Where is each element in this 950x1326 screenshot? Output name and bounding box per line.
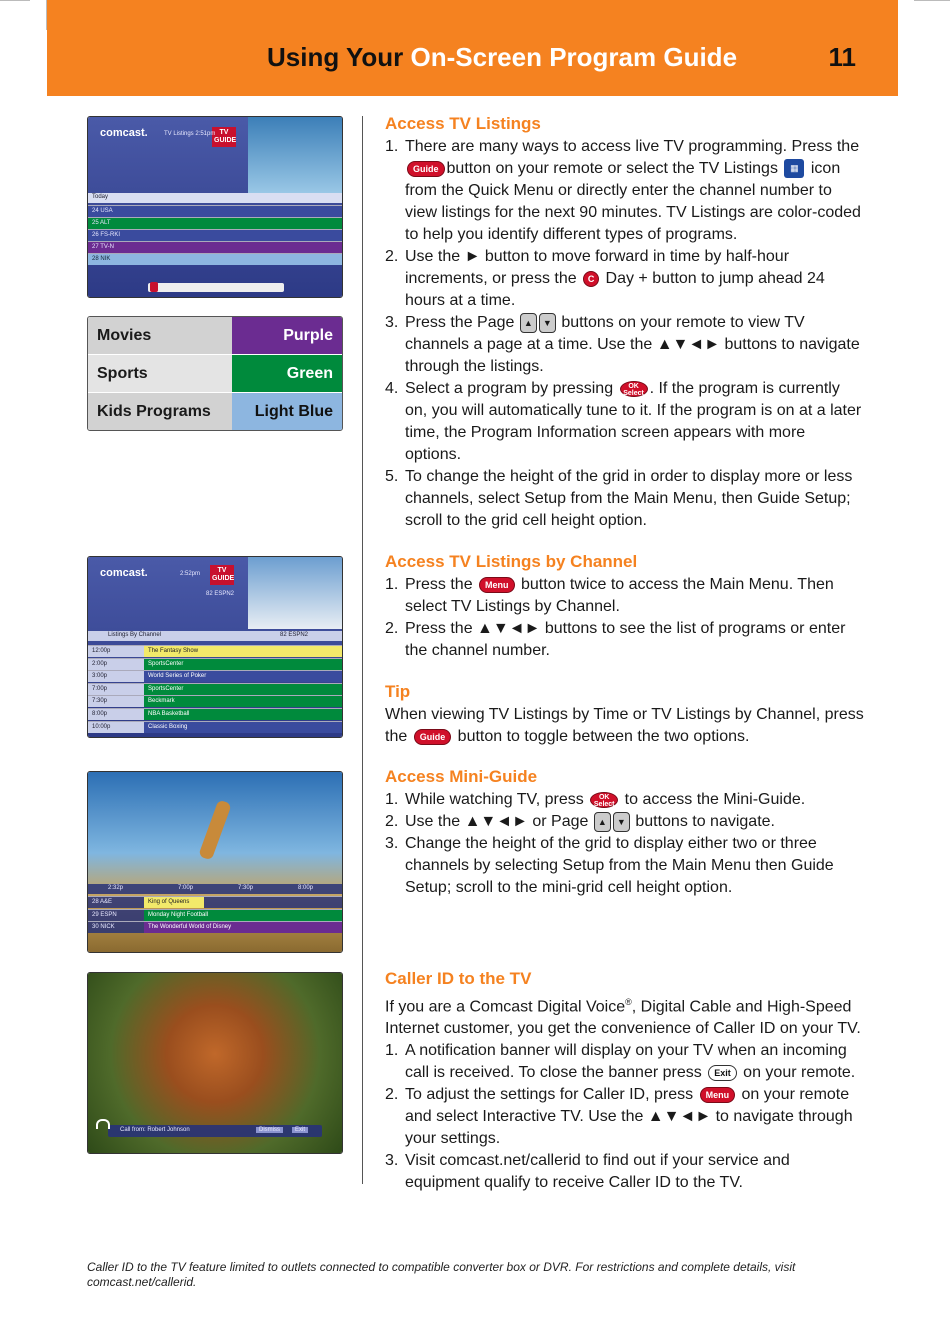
legend-row-sports bbox=[88, 355, 342, 392]
color-legend-table bbox=[87, 316, 343, 431]
channel-row bbox=[88, 645, 342, 657]
legend-row-kids bbox=[88, 393, 342, 430]
legend-label: Sports bbox=[88, 355, 232, 392]
row-time: 3:00p bbox=[92, 673, 108, 680]
caller-id-screenshot bbox=[87, 972, 343, 1154]
channel-number: 82 ESPN2 bbox=[206, 591, 235, 597]
legend-value: Light Blue bbox=[232, 393, 342, 430]
step-text: While watching TV, press bbox=[405, 791, 584, 808]
lock-icon bbox=[150, 282, 158, 292]
row-time: 8:00p bbox=[92, 711, 108, 717]
list-item: 2. Use the ► button to move forward in time by half-hour increments, or press the C Day + button to jump ahead 24 hours at a time. bbox=[385, 248, 825, 309]
row-program: The Fantasy Show bbox=[148, 648, 199, 654]
step-text: Press the Page bbox=[405, 314, 515, 331]
row-program-cell bbox=[144, 897, 204, 908]
list-item: 3. Press the Page ▲ ▼ buttons on your remote to view TV channels a page at a time. Use the ▲▼◄► buttons to navigate through the listings. bbox=[385, 314, 860, 375]
parental-banner bbox=[148, 283, 284, 292]
row-program-cell bbox=[144, 922, 342, 933]
page-title bbox=[267, 42, 737, 73]
giraffe-scene bbox=[88, 772, 342, 952]
column-divider bbox=[362, 116, 363, 1184]
channel-row bbox=[88, 708, 342, 720]
listings-row bbox=[88, 241, 342, 253]
crop-mark bbox=[914, 0, 950, 1]
row-time: 7:00p bbox=[92, 685, 108, 692]
ok-select-button-icon bbox=[590, 792, 618, 808]
row-program: NBA Basketball bbox=[148, 711, 190, 717]
channel-row bbox=[88, 721, 342, 733]
channel-label: 27 TV-N bbox=[92, 244, 114, 250]
ok-label: OK bbox=[628, 382, 639, 390]
exit-button-icon: Exit bbox=[708, 1065, 737, 1081]
row-program-cell bbox=[144, 910, 342, 921]
bar-channel: 82 ESPN2 bbox=[280, 632, 309, 638]
row-program: Classic Boxing bbox=[148, 723, 188, 730]
channel-label: 24 USA bbox=[92, 208, 113, 214]
section-title-mini-guide: Access Mini-Guide bbox=[385, 767, 538, 786]
channel-label: 28 NIK bbox=[92, 256, 111, 262]
fox-scene bbox=[88, 973, 342, 1153]
row-time: 10:00p bbox=[92, 723, 111, 730]
channel-row bbox=[88, 670, 342, 682]
phone-icon bbox=[96, 1119, 110, 1129]
list-item: 3. Change the height of the grid to display either two or three channels by selecting Setup from the Main Menu then Guide Setup; scroll to the mini-grid cell height option. bbox=[385, 835, 834, 896]
legend-label: Kids Programs bbox=[88, 393, 232, 430]
listings-row bbox=[88, 253, 342, 265]
mini-time: 2:32p bbox=[108, 885, 124, 891]
tv-guide-badge: TV GUIDE bbox=[212, 127, 236, 147]
mini-guide-body bbox=[385, 789, 865, 899]
listings-time: TV Listings 2:51pm bbox=[164, 131, 216, 137]
mini-guide-screenshot bbox=[87, 771, 343, 953]
exit-button: Exit bbox=[292, 1127, 308, 1133]
select-label: Select bbox=[593, 800, 615, 808]
list-item: 1. Press the Menu button twice to access the Main Menu. Then select TV Listings by Channel. bbox=[385, 576, 834, 615]
polar-bear-image bbox=[248, 557, 342, 629]
intro-text: If you are a Comcast Digital Voice bbox=[385, 998, 626, 1016]
row-channel: 30 NICK bbox=[92, 924, 115, 930]
ok-select-button-icon bbox=[620, 381, 648, 397]
page-up-icon: ▲ bbox=[520, 313, 537, 333]
legend-label: Movies bbox=[88, 317, 232, 354]
listings-row bbox=[88, 205, 342, 217]
row-program-cell bbox=[144, 709, 342, 720]
mini-guide-bar bbox=[88, 884, 342, 894]
channel-bar bbox=[88, 631, 342, 641]
section-title-by-channel: Access TV Listings by Channel bbox=[385, 552, 638, 571]
dolphin-image bbox=[248, 117, 342, 197]
row-program: World Series of Poker bbox=[148, 673, 207, 680]
channel-row bbox=[88, 695, 342, 707]
bar-label: Listings By Channel bbox=[108, 632, 162, 638]
step-text: Use the ► button to move forward in time by half-hour increments, or press the bbox=[405, 248, 790, 287]
caller-name: Call from: Robert Johnson bbox=[120, 1127, 190, 1133]
list-item: 1. There are many ways to access live TV programming. Press the Guide button on your remote or select the TV Listings ▦ icon from the Quick Menu or directly enter the channel number to view listings for the next 90 minutes. TV Listings are color-coded to help you identify different types of programs. bbox=[385, 138, 861, 243]
section-title-tip: Tip bbox=[385, 682, 411, 701]
dismiss-button: Dismiss bbox=[256, 1127, 283, 1133]
list-item: 1. While watching TV, press OK Select to access the Mini-Guide. bbox=[385, 791, 806, 808]
row-program: The Wonderful World of Disney bbox=[148, 924, 232, 930]
step-text: buttons to navigate. bbox=[635, 813, 775, 830]
step-text: To change the height of the grid in order to display more or less channels, select Setup from the Main Menu, then Guide Setup; scroll to the grid cell height option. bbox=[405, 468, 853, 529]
channel-time: 2:52pm bbox=[180, 571, 201, 577]
step-text: button twice to access the Main Menu. Then select TV Listings by Channel. bbox=[405, 576, 834, 615]
row-program: Monday Night Football bbox=[148, 911, 209, 918]
row-program-cell bbox=[144, 671, 342, 682]
row-time: 7:30p bbox=[92, 698, 108, 705]
tip-text: button to toggle between the two options. bbox=[457, 728, 750, 745]
tv-listings-icon: ▦ bbox=[784, 159, 804, 178]
step-text: icon from the Quick Menu or directly enter the channel number to view listings for the next 90 minutes. TV Listings are color-coded to help you identify different types of programs. bbox=[405, 160, 861, 243]
menu-button-icon: Menu bbox=[479, 577, 515, 593]
list-item: 2. To adjust the settings for Caller ID, press Menu on your remote and select Interactive TV. Use the ▲▼◄► to navigate through your settings. bbox=[385, 1086, 853, 1148]
step-text: Change the height of the grid to display either two or three channels by selecting Setup from the Main Menu then Guide Setup; scroll to the mini-grid cell height option. bbox=[405, 835, 834, 896]
step-text: There are many ways to access live TV programming. Press the bbox=[405, 138, 860, 155]
legend-value: Purple bbox=[232, 317, 342, 354]
step-text: Use the ▲▼◄► or Page bbox=[405, 813, 589, 830]
title-prefix: Using Your bbox=[267, 42, 411, 72]
list-item: 2. Press the ▲▼◄► buttons to see the list of programs or enter the channel number. bbox=[385, 620, 846, 659]
channel-row bbox=[88, 658, 342, 670]
row-program-cell bbox=[144, 659, 342, 670]
list-item: 2. Use the ▲▼◄► or Page ▲ ▼ buttons to navigate. bbox=[385, 813, 775, 830]
listings-by-channel-screen bbox=[88, 557, 342, 737]
row-program-cell bbox=[144, 722, 342, 733]
ok-label: OK bbox=[598, 793, 610, 801]
comcast-logo: comcast. bbox=[100, 127, 148, 139]
row-program: SportsCenter bbox=[148, 660, 184, 667]
footnote: Caller ID to the TV feature limited to outlets connected to compatible converter box or DVR. For restrictions and complete details, visit comcast.net/callerid. bbox=[87, 1260, 796, 1289]
channel-label: 25 ALT bbox=[92, 220, 111, 226]
listings-row bbox=[88, 217, 342, 229]
row-program: Beckmark bbox=[148, 698, 175, 705]
mini-time: 7:00p bbox=[178, 885, 194, 891]
list-item: 4. Select a program by pressing OK Select . If the program is currently on, you will automatically tune to it. If the program is on at a later time, the Program Information screen appears with more options. bbox=[385, 380, 862, 463]
channel-label: 26 FS-RKI bbox=[92, 232, 121, 238]
legend-row-movies bbox=[88, 317, 342, 354]
list-item: 1. A notification banner will display on your TV when an incoming call is received. To close the banner press Exit on your remote. bbox=[385, 1042, 856, 1082]
row-time: 12:00p bbox=[92, 648, 111, 654]
page-up-icon: ▲ bbox=[594, 812, 611, 832]
step-text: Visit comcast.net/callerid to find out if your service and equipment qualify to receive Caller ID to the TV. bbox=[405, 1152, 790, 1192]
row-time: 2:00p bbox=[92, 660, 108, 667]
step-text: Select a program by pressing bbox=[405, 380, 614, 397]
tip-text: When viewing TV Listings by Time or TV Listings by Channel, press the bbox=[385, 706, 864, 745]
row-channel: 29 ESPN bbox=[92, 911, 117, 918]
step-text: To adjust the settings for Caller ID, press bbox=[405, 1086, 694, 1104]
caller-id-intro bbox=[385, 991, 865, 1040]
page-down-icon: ▼ bbox=[539, 313, 556, 333]
step-text: on your remote and select Interactive TV. Use the ▲▼◄► to navigate through your settings. bbox=[405, 1086, 853, 1148]
c-button-icon: C bbox=[583, 271, 599, 287]
step-text: Day + button to jump ahead 24 hours at a time. bbox=[405, 270, 825, 309]
channel-row bbox=[88, 683, 342, 695]
caller-id-body bbox=[385, 991, 865, 1194]
mini-row bbox=[88, 896, 342, 908]
tv-listings-screen bbox=[88, 117, 342, 297]
step-text: buttons on your remote to view TV channels a page at a time. Use the ▲▼◄► buttons to navigate through the listings. bbox=[405, 314, 860, 375]
list-item: 3. Visit comcast.net/callerid to find out if your service and equipment qualify to receive Caller ID to the TV. bbox=[385, 1152, 790, 1192]
mini-time: 7:30p bbox=[238, 885, 254, 891]
title-highlight: On-Screen Program Guide bbox=[410, 42, 738, 72]
tv-listings-screenshot bbox=[87, 116, 343, 298]
page-header bbox=[47, 0, 898, 96]
legend-value: Green bbox=[232, 355, 342, 392]
registered-mark: ® bbox=[625, 997, 632, 1007]
listings-by-channel-screenshot bbox=[87, 556, 343, 738]
guide-button-icon: Guide bbox=[407, 161, 445, 177]
comcast-logo: comcast. bbox=[100, 567, 148, 579]
tip-body bbox=[385, 704, 865, 748]
mini-row bbox=[88, 909, 342, 921]
intro-text: , Digital Cable and High-Speed Internet customer, you get the convenience of Caller ID on your TV. bbox=[385, 998, 861, 1038]
step-text: Press the ▲▼◄► buttons to see the list of programs or enter the channel number. bbox=[405, 620, 846, 659]
listings-row bbox=[88, 229, 342, 241]
row-program-cell bbox=[144, 696, 342, 707]
crop-mark bbox=[0, 0, 30, 1]
guide-button-icon: Guide bbox=[414, 729, 452, 745]
row-program: SportsCenter bbox=[148, 685, 184, 692]
step-text: button on your remote or select the TV Listings bbox=[446, 160, 778, 177]
step-text: on your remote. bbox=[743, 1064, 856, 1082]
giraffe-image bbox=[198, 799, 232, 860]
row-program-cell bbox=[144, 684, 342, 695]
listings-time-bar bbox=[88, 193, 342, 203]
step-text: . If the program is currently on, you will automatically tune to it. If the program is on at a later time, the Program Information screen appears with more options. bbox=[405, 380, 862, 463]
mini-row bbox=[88, 921, 342, 933]
access-listings-body bbox=[385, 136, 865, 532]
menu-button-icon: Menu bbox=[700, 1087, 736, 1103]
today-label: Today bbox=[92, 194, 109, 200]
list-item: 5. To change the height of the grid in order to display more or less channels, select Setup from the Main Menu, then Guide Setup; scroll to the grid cell height option. bbox=[385, 468, 853, 529]
section-title-access-listings: Access TV Listings bbox=[385, 114, 541, 133]
page-down-icon: ▼ bbox=[613, 812, 630, 832]
row-program: King of Queens bbox=[148, 899, 190, 905]
step-text: Press the bbox=[405, 576, 473, 593]
page-number: 11 bbox=[828, 42, 856, 72]
section-title-caller-id: Caller ID to the TV bbox=[385, 969, 532, 988]
select-label: Select bbox=[623, 389, 644, 397]
caller-id-banner bbox=[108, 1125, 322, 1137]
step-text: to access the Mini-Guide. bbox=[624, 791, 806, 808]
row-program-cell bbox=[144, 646, 342, 657]
mini-time: 8:00p bbox=[298, 885, 314, 891]
tv-guide-badge: TV GUIDE bbox=[210, 565, 234, 585]
step-text: A notification banner will display on your TV when an incoming call is received. To close the banner press bbox=[405, 1042, 847, 1082]
by-channel-body bbox=[385, 574, 865, 662]
row-channel: 28 A&E bbox=[92, 899, 113, 905]
